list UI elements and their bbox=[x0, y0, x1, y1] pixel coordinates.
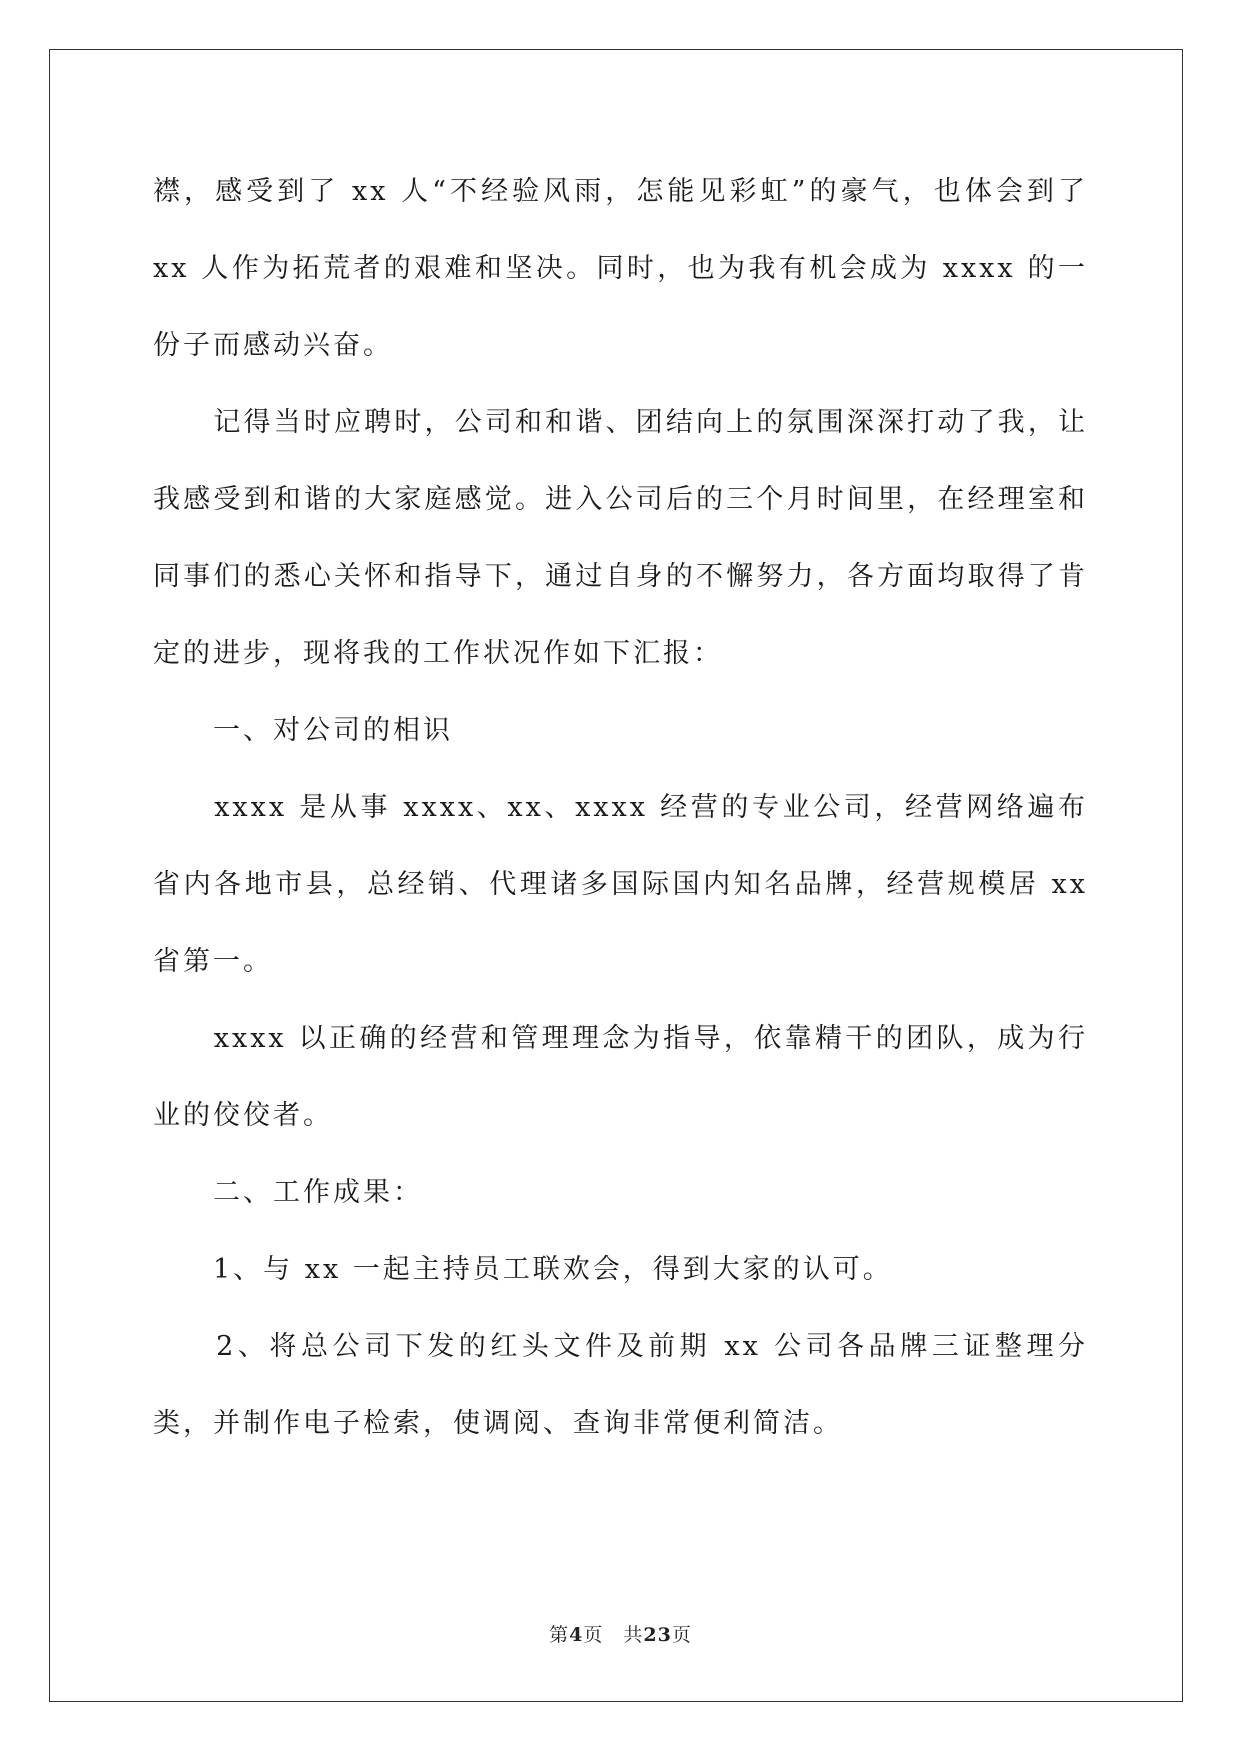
paragraph: 襟，感受到了 xx 人“不经验风雨，怎能见彩虹”的豪气，也体会到了 xx 人作为拓荒者的艰难和坚决。同时，也为我有机会成为 xxxx 的一份子而感动兴奋。 bbox=[153, 176, 1100, 361]
paragraph: xxxx 以正确的经营和管理理念为指导，依靠精干的团队，成为行业的佼佼者。 bbox=[153, 1023, 1088, 1131]
current-page-number: 4 bbox=[569, 1624, 584, 1646]
footer-page-unit: 页 bbox=[583, 1624, 604, 1646]
paragraph: xxxx 是从事 xxxx、xx、xxxx 经营的专业公司，经营网络遍布省内各地市县，总经销、代理诸多国际国内知名品牌，经营规模居 xx 省第一。 bbox=[153, 792, 1100, 977]
footer-prefix: 第 bbox=[549, 1624, 570, 1646]
paragraph: 记得当时应聘时，公司和和谐、团结向上的氛围深深打动了我，让我感受到和谐的大家庭感觉。进入公司后的三个月时间里，在经理室和同事们的悉心关怀和指导下，通过自身的不懈努力，各方面均取得了肯定的进步，现将我的工作状况作如下汇报： bbox=[153, 407, 1088, 669]
section-heading: 二、工作成果： bbox=[153, 1177, 423, 1208]
footer-separator: 共 bbox=[603, 1624, 644, 1646]
page-footer bbox=[0, 1620, 1241, 1647]
list-item: 1、与 xx 一起主持员工联欢会，得到大家的认可。 bbox=[153, 1254, 893, 1285]
section-heading: 一、对公司的相识 bbox=[153, 715, 453, 746]
list-item: 2、将总公司下发的红头文件及前期 xx 公司各品牌三证整理分类，并制作电子检索，使调阅、查询非常便利简洁。 bbox=[153, 1331, 1088, 1439]
total-pages-number: 23 bbox=[643, 1624, 672, 1646]
footer-total-unit: 页 bbox=[671, 1624, 692, 1646]
document-body bbox=[153, 153, 1100, 1462]
